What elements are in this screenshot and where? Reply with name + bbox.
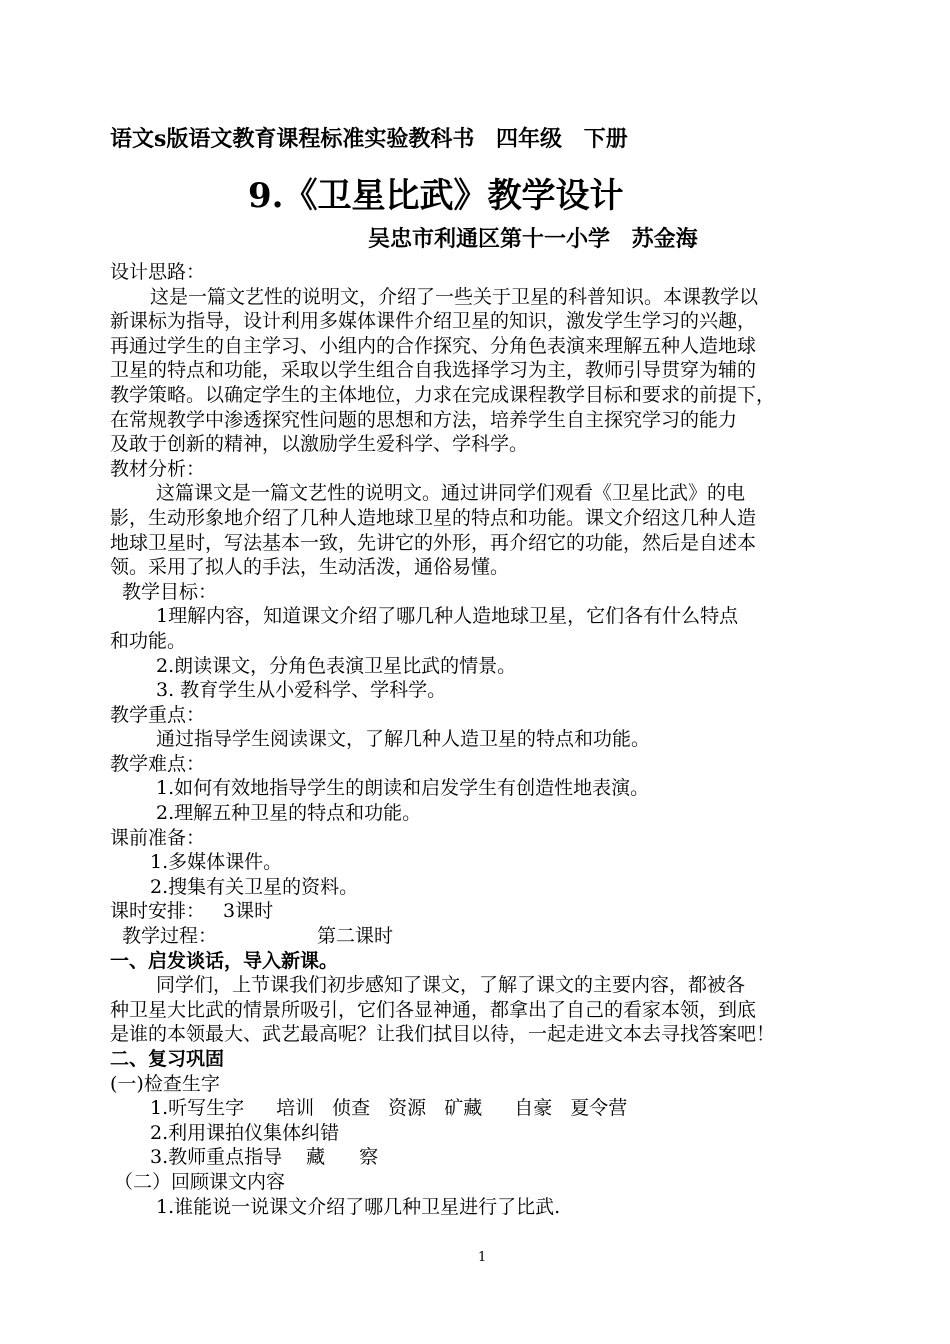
page-number: 1 [478, 1250, 487, 1265]
design-heading: 设计思路： [110, 261, 206, 283]
goals-heading: 教学目标： [122, 580, 218, 603]
prep-heading: 课前准备： [110, 826, 206, 849]
design-paragraph-line: 这是一篇文艺性的说明文，介绍了一些关于卫星的科普知识。本课教学以 [150, 285, 759, 308]
schedule-line [110, 899, 862, 924]
author-line: 吴忠市利通区第十一小学 苏金海 [368, 226, 698, 252]
focus-char: 藏 [306, 1146, 326, 1169]
textbook-series-title: 语文s版语文教育课程标准实验教科书 四年级 下册 [110, 126, 628, 152]
difficulty-item-2: 2.理解五种卫星的特点和功能。 [156, 802, 422, 825]
teacher-focus-line [110, 1145, 862, 1170]
design-paragraph-line: 教学策略。以确定学生的主体地位，力求在完成课程教学目标和要求的前提下， [110, 383, 776, 406]
section-2-subheading-2: （二）回顾课文内容 [114, 1170, 286, 1193]
vocab-word: 自豪 [514, 1097, 553, 1120]
difficulty-item-1: 1.如何有效地指导学生的朗读和启发学生有创造性地表演。 [156, 777, 650, 800]
prep-item-2: 2.搜集有关卫星的资料。 [150, 875, 359, 898]
correction-line: 2.利用课拍仪集体纠错 [150, 1121, 340, 1144]
schedule-value: 3课时 [223, 900, 274, 923]
goal-item-3: 3. 教育学生从小爱科学、学科学。 [156, 679, 447, 702]
keypoint-text: 通过指导学生阅读课文，了解几种人造卫星的特点和功能。 [156, 728, 651, 751]
process-label: 教学过程： [122, 925, 218, 948]
keypoint-heading: 教学重点： [110, 703, 206, 726]
design-paragraph-line: 新课标为指导，设计利用多媒体课件介绍卫星的知识，激发学生学习的兴趣， [110, 310, 757, 333]
goal-item-1-continued: 和功能。 [110, 629, 187, 652]
process-lesson: 第二课时 [317, 925, 394, 948]
section-2-subheading-1: (一)检查生字 [110, 1072, 220, 1095]
analysis-paragraph-line: 影，生动形象地介绍了几种人造地球卫星的特点和功能。课文介绍这几种人造 [110, 506, 757, 529]
focus-char: 察 [359, 1146, 379, 1169]
analysis-heading: 教材分析： [110, 457, 206, 480]
difficulty-heading: 教学难点： [110, 752, 206, 775]
section-1-paragraph-line: 种卫星大比武的情景所吸引，它们各显神通，都拿出了自己的看家本领，到底 [110, 998, 757, 1021]
analysis-paragraph-line: 这篇课文是一篇文艺性的说明文。通过讲同学们观看《卫星比武》的电 [156, 482, 746, 505]
vocab-word: 矿藏 [444, 1097, 483, 1120]
analysis-paragraph-line: 领。采用了拟人的手法，生动活泼，通俗易懂。 [110, 556, 510, 579]
review-question-1: 1.谁能说一说课文介绍了哪几种卫星进行了比武. [156, 1195, 561, 1218]
section-1-paragraph-line: 同学们，上节课我们初步感知了课文，了解了课文的主要内容，都被各 [156, 974, 746, 997]
section-1-paragraph-line: 是谁的本领最大、武艺最高呢？让我们拭目以待，一起走进文本去寻找答案吧！ [110, 1023, 776, 1046]
section-1-heading: 一、启发谈话，导入新课。 [110, 949, 339, 972]
vocab-word: 资源 [388, 1097, 427, 1120]
analysis-paragraph-line: 地球卫星时，写法基本一致，先讲它的外形，再介绍它的功能，然后是自述本 [110, 531, 757, 554]
vocab-word: 侦查 [332, 1097, 371, 1120]
design-paragraph-line: 在常规教学中渗透探究性问题的思想和方法，培养学生自主探究学习的能力 [110, 408, 738, 431]
vocab-word: 培训 [276, 1097, 315, 1120]
goal-item-1: 1理解内容，知道课文介绍了哪几种人造地球卫星，它们各有什么特点 [156, 605, 739, 628]
prep-item-1: 1.多媒体课件。 [150, 851, 283, 874]
design-paragraph-line: 再通过学生的自主学习、小组内的合作探究、分角色表演来理解五种人造地球 [110, 334, 757, 357]
goal-item-2: 2.朗读课文，分角色表演卫星比武的情景。 [156, 654, 517, 677]
document-body [110, 260, 862, 1219]
section-2-heading: 二、复习巩固 [110, 1048, 225, 1070]
design-paragraph-line: 卫星的特点和功能，采取以学生组合自我选择学习为主，教师引导贯穿为辅的 [110, 359, 757, 382]
dictation-label: 1.听写生字 [150, 1097, 245, 1120]
schedule-label: 课时安排： [110, 900, 206, 923]
teacher-focus-label: 3.教师重点指导 [150, 1146, 283, 1169]
process-line [110, 924, 862, 949]
dictation-line [110, 1096, 862, 1121]
vocab-word: 夏令营 [570, 1097, 628, 1120]
design-paragraph-line: 及敢于创新的精神，以激励学生爱科学、学科学。 [110, 433, 529, 456]
document-title: 9.《卫星比武》教学设计 [248, 176, 624, 216]
